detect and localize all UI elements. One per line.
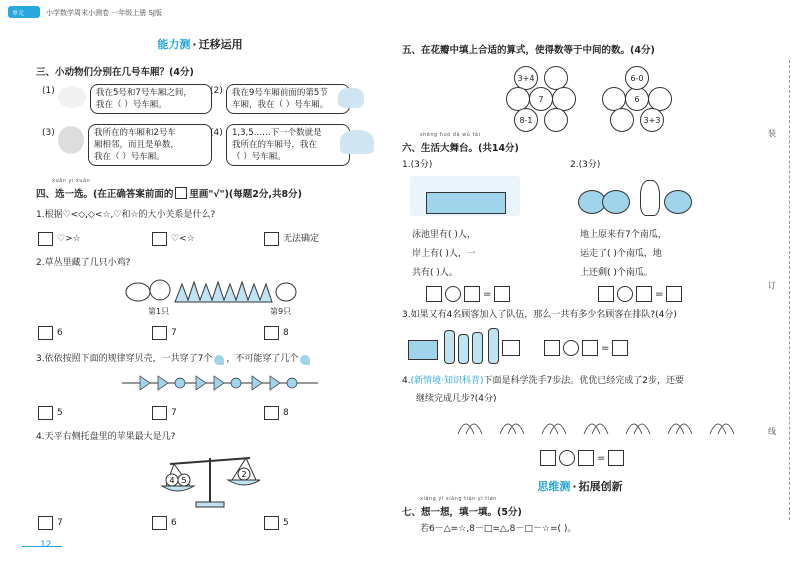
q6-sub3-equation[interactable]: = (544, 340, 628, 356)
q4-sub4-opt2[interactable] (152, 516, 177, 530)
animal-panda-icon (58, 126, 84, 154)
q6-sub1-line2: 岸上有( )人，一 (412, 249, 476, 259)
q4-sub3-opt3[interactable] (264, 406, 289, 420)
q4-sub4-opt1[interactable] (38, 516, 63, 530)
opt-label: ♡<☆ (171, 233, 195, 244)
checkbox[interactable] (152, 326, 167, 340)
side-mark-2: 订 (768, 281, 776, 290)
q4-sub2-text: 2.草丛里藏了几只小鸡? (36, 258, 131, 268)
animal-cow-icon (338, 88, 364, 108)
q3-item4-line2: 我所在的车厢号，我在 (232, 140, 318, 150)
eq-box[interactable] (426, 286, 442, 302)
banner-part2: 拓展创新 (578, 480, 623, 493)
pan-left-apple-2: 5 (181, 476, 187, 485)
balance-scale-illustration (160, 452, 260, 510)
q3-item1-line2: 我在（ ）号车厢。 (96, 100, 167, 110)
q4-sub3-opt2[interactable] (152, 406, 177, 420)
eq-box[interactable] (582, 340, 598, 356)
q3-item1-line1: 我在5号和7号车厢之间， (96, 88, 192, 98)
flower2-center: 6 (625, 87, 649, 111)
binding-line (789, 60, 791, 520)
checkbox[interactable] (38, 406, 53, 420)
pumpkins-rabbit-illustration (578, 180, 698, 218)
opt-label: 5 (57, 407, 63, 418)
q4-sub2-opt1[interactable] (38, 326, 63, 340)
opt-label: 8 (283, 407, 289, 418)
q6-sub1-line1: 泳池里有( )人， (412, 230, 476, 240)
checkbox[interactable] (38, 232, 53, 246)
q7-pinyin: xiǎng yi xiǎng tián yi tián (420, 496, 497, 502)
q6-sub4-line1: 下面是科学洗手7步法。优优已经完成了2步，还要 (483, 376, 684, 386)
pan-right-apple: 2 (241, 470, 247, 479)
q3-title: 三、小动物们分别在几号车厢？(4分) (36, 67, 194, 78)
q4-sub3-opt1[interactable] (38, 406, 63, 420)
eq-op[interactable] (559, 450, 575, 466)
checkbox[interactable] (264, 232, 279, 246)
q6-sub2-label: 2.(3分) (570, 160, 601, 170)
checkbox[interactable] (152, 406, 167, 420)
q3-item4-num: (4) (210, 128, 223, 138)
chicks-in-grass-illustration (120, 272, 300, 306)
opt-label: 无法确定 (283, 233, 320, 244)
opt-label: 8 (283, 327, 289, 338)
shell-icon (214, 355, 224, 365)
flower2-petal-5[interactable]: 3+3 (640, 108, 664, 132)
chick-label-1: 第1只 (148, 307, 170, 316)
q6-sub4-text: 4. (新情境·知识科普) 下面是科学洗手7步法。优优已经完成了2步，还要 (402, 376, 684, 386)
checkbox[interactable] (38, 516, 53, 530)
opt-label: ♡>☆ (57, 233, 81, 244)
checkbox[interactable] (264, 406, 279, 420)
q6-sub2-line1: 地上原来有7个南瓜， (580, 230, 667, 240)
q3-item2-num: (2) (210, 86, 223, 96)
opt-label: 6 (57, 327, 63, 338)
q6-sub2-line3: 上还剩( )个南瓜。 (580, 268, 653, 278)
q3-item2-line1: 我在9号车厢前面的第5节 (232, 88, 328, 98)
eq-op[interactable] (617, 286, 633, 302)
q4-sub1-opt3[interactable] (264, 232, 319, 246)
opt-label: 7 (171, 407, 177, 418)
q6-title: 六、生活大舞台。(共14分) (402, 143, 519, 154)
eq-box[interactable] (612, 340, 628, 356)
q3-item1-bubble (90, 84, 212, 114)
q3-item4-line3: （ ）号车厢。 (232, 152, 286, 162)
checkbox[interactable] (38, 326, 53, 340)
q7-title: 七、想一想，填一填。(5分) (402, 507, 522, 518)
eq-box[interactable] (636, 286, 652, 302)
opt-label: 7 (57, 517, 63, 528)
opt-label: 6 (171, 517, 177, 528)
q6-sub2-line2: 运走了( )个南瓜，地 (580, 249, 662, 259)
page-number: 12 (40, 540, 52, 550)
banner-part2: 迁移运用 (198, 38, 243, 51)
q3-item3-bubble (88, 124, 212, 166)
checkbox[interactable] (264, 326, 279, 340)
q4-sub2-opt3[interactable] (264, 326, 289, 340)
q3-item4-bubble (226, 124, 350, 166)
q4-sub1-opt1[interactable] (38, 232, 81, 246)
eq-box[interactable] (540, 450, 556, 466)
thinking-banner: 思维测 · 拓展创新 (537, 479, 623, 493)
checkbox[interactable] (152, 516, 167, 530)
q4-title-part2: 里画"√")(每题2分,共8分) (189, 189, 302, 200)
flower1-petal-1[interactable]: 3+4 (514, 66, 538, 90)
q6-sub4-equation[interactable]: = (540, 450, 624, 466)
eq-box[interactable] (464, 286, 480, 302)
q5-title: 五、在花瓣中填上合适的算式，使得数等于中间的数。(4分) (402, 45, 655, 56)
pool-scene-illustration (410, 176, 520, 216)
q6-sub1-equation[interactable]: = (426, 286, 510, 302)
banner-part1: 能力测 (157, 38, 191, 51)
q6-sub3-text: 3.如果又有4名顾客加入了队伍，那么一共有多少名顾客在排队?(4分) (402, 310, 677, 320)
q4-title-box (175, 187, 187, 199)
q6-sub2-equation[interactable]: = (598, 286, 682, 302)
q3-item2-bubble (226, 84, 350, 114)
header-badge-text: 单元 (12, 10, 25, 17)
q4-title (36, 186, 302, 200)
q3-item3-num: (3) (42, 128, 55, 138)
q3-item3-line2: 厢相邻，而且是单数， (94, 140, 180, 150)
animal-sheep-icon (58, 86, 86, 108)
q3-item1-num: (1) (42, 86, 55, 96)
q6-pinyin: shēng huó dà wǔ tái (420, 132, 481, 138)
q4-sub1-opt2[interactable] (152, 232, 195, 246)
eq-op[interactable] (563, 340, 579, 356)
chick-label-9: 第9只 (270, 307, 292, 316)
flower2-petal-4[interactable] (610, 108, 634, 132)
pool (426, 192, 506, 214)
eq-box[interactable] (494, 286, 510, 302)
eq-op[interactable] (445, 286, 461, 302)
q6-sub1-line3: 共有( )人。 (412, 268, 458, 278)
flower1-petal-5[interactable]: 8-1 (514, 108, 538, 132)
eq-box[interactable] (598, 286, 614, 302)
q4-sub4-opt3[interactable] (264, 516, 289, 530)
handwash-steps-illustration (452, 410, 752, 440)
q4-sub2-opt2[interactable] (152, 326, 177, 340)
eq-box[interactable] (666, 286, 682, 302)
eq-box[interactable] (578, 450, 594, 466)
banner-part1: 思维测 (537, 480, 571, 493)
q6-sub4-line2: 继续完成几步?(4分) (416, 394, 497, 404)
q4-title-part1: 四、选一选。(在正确答案前面的 (36, 189, 174, 200)
q4-sub4-text: 4.天平右侧托盘里的苹果最大是几? (36, 432, 176, 442)
queue-illustration (408, 326, 520, 368)
q3-item3-line3: 我在（ ）号车厢。 (94, 152, 165, 162)
q4-sub3-text (36, 354, 310, 365)
checkbox[interactable] (152, 232, 167, 246)
shell-icon (300, 355, 310, 365)
flower1-petal-6[interactable] (544, 108, 568, 132)
checkbox[interactable] (264, 516, 279, 530)
eq-box[interactable] (544, 340, 560, 356)
q4-pinyin: xuǎn yi xuǎn (52, 178, 91, 184)
q7-text: 若6－△=☆,8－□=△,8－□－☆=( )。 (420, 524, 577, 534)
flower-2 (602, 64, 670, 132)
q4-sub3-part1: 3.依依按照下面的规律穿贝壳，一共穿了7个 (36, 354, 213, 364)
q4-sub3-part2: ，不可能穿了几个 (226, 354, 299, 364)
q6-sub1-label: 1.(3分) (402, 160, 433, 170)
side-mark-1: 装 (768, 129, 776, 138)
shell-string-illustration (120, 372, 320, 394)
flower2-petal-1[interactable]: 6-0 (625, 66, 649, 90)
q3-item3-line1: 我所在的车厢和2号车 (94, 128, 176, 138)
q3-item2-line2: 车厢，我在（ ）号车厢。 (232, 100, 329, 110)
q4-sub1-text: 1.根据♡<◇,◇<☆,♡和☆的大小关系是什么? (36, 210, 216, 220)
q6-sub4-tag: (新情境·知识科普) (410, 376, 484, 386)
opt-label: 5 (283, 517, 289, 528)
side-mark-3: 线 (768, 427, 776, 436)
ability-banner: 能力测 · 迁移运用 (157, 37, 243, 51)
pan-left-apple-1: 4 (169, 476, 175, 485)
header-title: 小学数学周末小测卷 一年级上册 SJ版 (46, 9, 162, 17)
animal-elephant-icon (340, 130, 374, 154)
flower1-center: 7 (529, 87, 553, 111)
q3-item4-line1: 1,3,5……下一个数就是 (232, 128, 322, 138)
flower-1 (506, 64, 574, 132)
opt-label: 7 (171, 327, 177, 338)
eq-box[interactable] (608, 450, 624, 466)
